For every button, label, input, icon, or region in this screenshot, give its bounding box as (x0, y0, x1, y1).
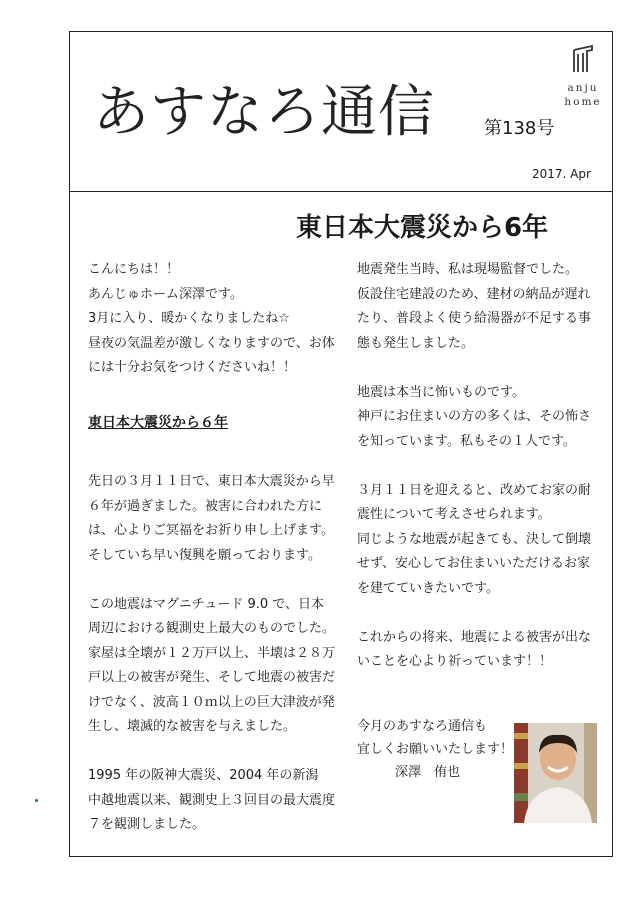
text-line: 震性について考えさせられます。 (357, 507, 551, 522)
closing-line: 宜しくお願いいたします！ (357, 742, 514, 757)
text-line: 仮設住宅建設のため、建材の納品が遅れ (357, 286, 591, 302)
text-line: ７を観測しました。 (88, 817, 206, 832)
text-line: ６年が過ぎました。被害に合われた方に (88, 498, 323, 514)
text-line: 神戸にお住まいの方の多くは、その怖さ (357, 409, 592, 424)
text-line: せず、安心してお住まいいただけるお家 (357, 556, 590, 571)
section-subheading: 東日本大震災から６年 (88, 415, 228, 431)
logo-text-anju: anju (567, 82, 599, 94)
logo-text-home: home (564, 96, 602, 108)
author-signature: 深澤 侑也 (395, 765, 461, 780)
text-line: 地震は本当に怖いものです。 (357, 384, 525, 400)
text-line: こんにちは！！ (88, 262, 180, 277)
text-line: 生し、壊滅的な被害を与えました。 (88, 719, 297, 734)
text-line: この地震はマグニチュード 9.0 で、日本 (88, 596, 325, 612)
text-line: 同じような地震が起きても、決して倒壊 (357, 531, 592, 547)
text-line: 昼夜の気温差が激しくなりますので、お体 (88, 335, 335, 351)
author-photo (514, 723, 597, 823)
text-line: 3月に入り、暖かくなりましたね☆ (88, 311, 290, 326)
anju-home-logo (558, 44, 608, 114)
text-line: を建てていきたいです。 (357, 580, 499, 596)
scan-speck (35, 799, 38, 802)
issue-date: 2017. Apr (532, 167, 591, 181)
text-line: には十分お気をつけくださいね！！ (88, 360, 297, 375)
text-line: を知っています。私もその１人です。 (357, 433, 576, 449)
logo-mark-icon (572, 44, 594, 74)
text-line: 態も発生しました。 (357, 335, 475, 351)
closing-line: 今月のあすなろ通信も (357, 719, 488, 734)
header-divider (69, 191, 613, 192)
text-line: 家屋は全壊が１２万戸以上、半壊は２８万 (88, 645, 336, 661)
text-line: たり、普段よく使う給湯器が不足する事 (357, 311, 592, 326)
text-line: これからの将来、地震による被害が出な (357, 629, 592, 645)
text-line: ３月１１日を迎えると、改めてお家の耐 (357, 482, 592, 498)
issue-number: 第138号 (484, 118, 555, 139)
text-line: 1995 年の阪神大震災、2004 年の新潟 (88, 768, 319, 783)
text-line: いことを心より祈っています！！ (357, 654, 553, 669)
article-headline: 東日本大震災から6年 (296, 213, 549, 243)
text-line: 地震発生当時、私は現場監督でした。 (357, 262, 579, 277)
closing-block (357, 715, 513, 784)
text-line: は、心よりご冥福をお祈り申し上げます。 (88, 523, 334, 538)
text-line: 戸以上の被害が発生、そして地震の被害だ (88, 670, 336, 685)
newsletter-title: あすなろ通信 (93, 80, 435, 145)
right-column (357, 258, 591, 675)
text-line: 中越地震以来、観測史上３回目の最大震度 (88, 792, 336, 808)
left-column (88, 258, 335, 838)
text-line: そしていち早い復興を願っております。 (88, 547, 321, 563)
text-line: けでなく、波高１０ｍ以上の巨大津波が発 (88, 694, 335, 710)
text-line: 先日の３月１１日で、東日本大震災から早 (88, 474, 335, 489)
text-line: あんじゅホーム深澤です。 (88, 286, 243, 302)
text-line: 周辺における観測史上最大のものでした。 (88, 621, 336, 636)
